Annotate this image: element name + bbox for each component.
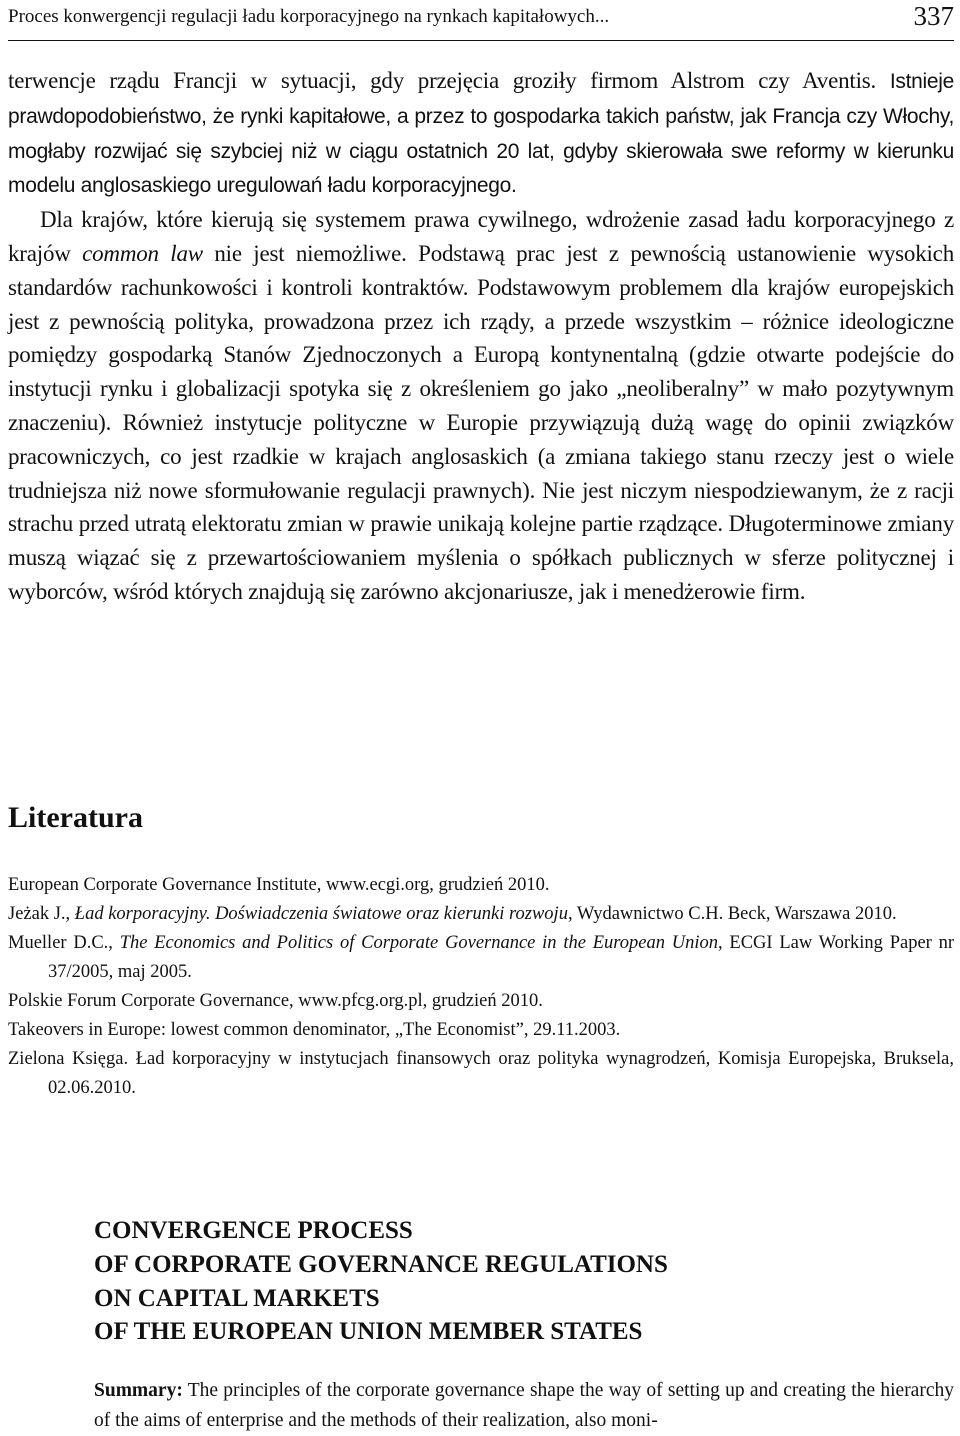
bibliography-list [8,871,954,1103]
entry-publisher: , ECGI Law Working Paper nr 37/2005, maj 2005. [48,933,955,982]
literature-heading: Literatura [8,801,143,834]
summary-label: Summary: [94,1380,183,1401]
entry-title: The Economics and Politics of Corporate Governance in the European Union [119,933,719,953]
english-title-line: OF THE EUROPEAN UNION MEMBER STATES [94,1318,643,1346]
english-title-line: ON CAPITAL MARKETS [94,1284,380,1312]
paragraph-text: Istnieje prawdopodobieństwo, że rynki kapitałowe, a przez to gospodarka takich państw, jak Francja czy Włochy, mogłaby rozwijać się szybciej niż w ciągu ostatnich 20 lat, gdyby skierowała swe reformy w kierunku modelu anglosaskiego uregulowań ładu korporacyjnego. [8,70,954,198]
entry-text: European Corporate Governance Institute, www.ecgi.org, grudzień 2010. [8,875,550,895]
english-title-line: CONVERGENCE PROCESS [94,1217,413,1244]
bibliography-entry [8,1045,954,1103]
bibliography-entry [8,987,954,1016]
english-title-line: OF CORPORATE GOVERNANCE REGULATIONS [94,1250,668,1278]
summary-text: The principles of the corporate governance shape the way of setting up and creating the hierarchy of the aims of enterprise and the methods of their realization, also moni- [94,1380,954,1431]
english-title [94,1214,954,1349]
summary [94,1376,954,1436]
paragraph [8,64,954,203]
paragraph-text: nie jest niemożliwe. [202,240,407,266]
page-number: 337 [913,1,954,31]
paragraph [8,203,954,609]
entry-title: Ład korporacyjny. Doświadczenia światowe oraz kierunki rozwoju [74,904,568,924]
entry-publisher: , Wydawnictwo C.H. Beck, Warszawa 2010. [567,904,897,924]
running-title: Proces konwergencji regulacji ładu korporacyjnego na rynkach kapitałowych... [8,6,610,27]
running-header [8,0,954,41]
paragraph-text: Podstawą prac jest z pewnością ustanowienie wysokich standardów rachunkowości i kontroli kontraktów. Podstawowym problemem dla krajów europejskich jest z pewnością polityka, prowadzona przez ich rządy, a przede wszystkim – różnice ideologiczne pomiędzy gospodarką Stanów Zjednoczonych a Europą kontynentalną (gdzie otwarte podejście do instytucji rynku i globalizacji spotyka się z określeniem go jako „neoliberalny” w mało pozytywnym znaczeniu). Również instytucje polityczne w Europie przywiązują dużą wagę do opinii związków pracowniczych, co jest rzadkie w krajach anglosaskich (a zmiana takiego stanu rzeczy jest o wiele trudniejsza niż nowe sformułowanie regulacji prawnych). Nie jest niczym niespodziewanym, że z racji strachu przed utratą elektoratu zmian w prawie unikają kolejne partie rządzące. Długoterminowe zmiany muszą wiązać się z przewartościowaniem myślenia o spółkach publicznych w sferze politycznej i wyborców, wśród których znajdują się zarówno akcjonariusze, jak i menedżerowie firm. [8,240,954,604]
paragraph-text: terwencje rządu Francji w sytuacji, gdy przejęcia groziły firmom Alstrom czy Aventis. [8,68,877,93]
bibliography-entry [8,900,954,929]
entry-text: Polskie Forum Corporate Governance, www.pfcg.org.pl, grudzień 2010. [8,991,543,1011]
entry-author: Mueller D.C., [8,933,120,953]
emphasis-text: common law [82,240,203,266]
bibliography-entry [8,929,954,987]
bibliography-entry [8,871,954,900]
paragraph-text: Dla krajów, które kierują się systemem prawa cywilnego, wdrożenie zasad ładu korporacyjnego z krajów [8,207,954,266]
body-text [8,64,954,609]
bibliography-entry [8,1016,954,1045]
entry-text: Zielona Księga. Ład korporacyjny w instytucjach finansowych oraz polityka wynagrodzeń, Komisja Europejska, Bruksela, 02.06.2010. [8,1049,954,1098]
entry-text: Takeovers in Europe: lowest common denominator, „The Economist”, 29.11.2003. [8,1020,621,1040]
entry-author: Jeżak J., [8,904,75,924]
